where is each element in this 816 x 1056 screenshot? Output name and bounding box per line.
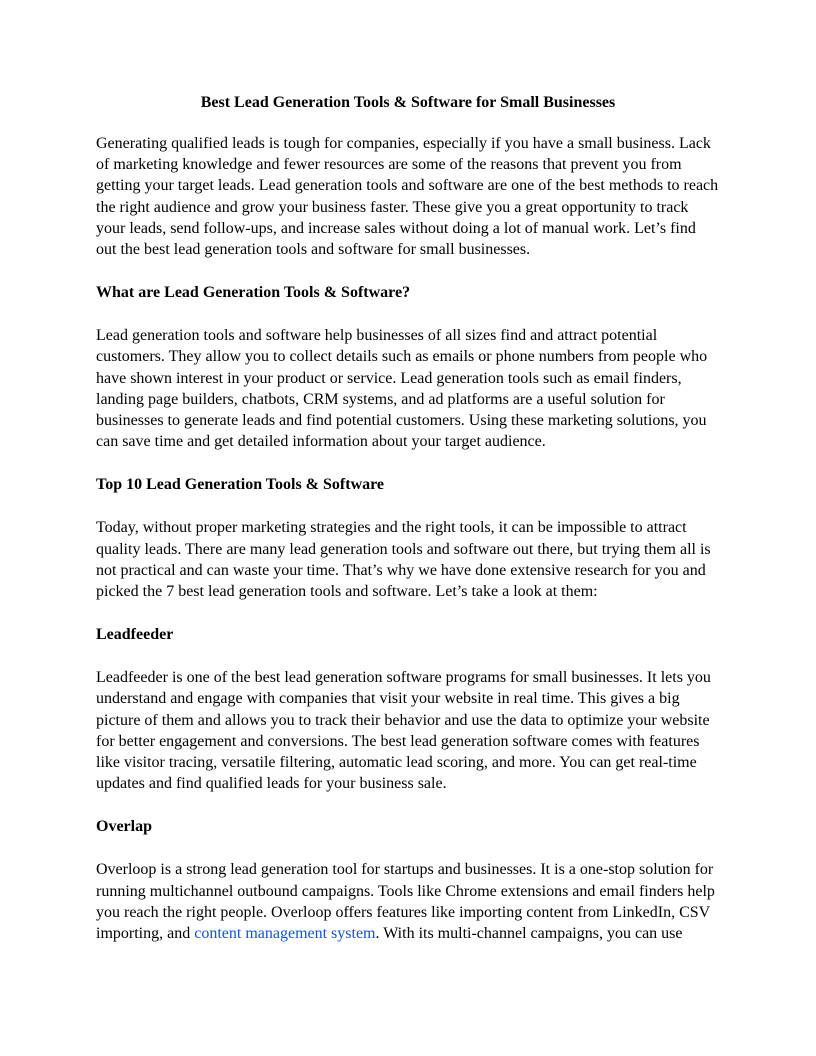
document-title: Best Lead Generation Tools & Software for Small Businesses [200,94,616,111]
section-heading-overlap: Overlap [96,818,152,836]
section-heading-what-are: What are Lead Generation Tools & Software? [96,284,411,302]
section-body-overlap [96,859,720,944]
section-body-leadfeeder: Leadfeeder is one of the best lead generation software programs for small businesses. It lets you understand and engage with companies that visit your website in real time. This gives a big picture of them and allows you to track their behavior and use the data to optimize your website for better engagement and conversions. The best lead generation software comes with features like visitor tracing, versatile filtering, automatic lead scoring, and more. You can get real-time updates and find qualified leads for your business sale. [96,669,711,793]
intro-paragraph: Generating qualified leads is tough for companies, especially if you have a small business. Lack of marketing knowledge and fewer resources are some of the reasons that prevent you from getting your target leads. Lead generation tools and software are one of the best methods to reach the right audience and grow your business faster. These give you a great opportunity to track your leads, send follow-ups, and increase sales without doing a lot of manual work. Let’s find out the best lead generation tools and software for small businesses. [96,135,719,259]
section-heading-top-10: Top 10 Lead Generation Tools & Software [96,476,385,494]
overlap-text-after-link: . With its multi-channel campaigns, you can use [375,925,683,943]
content-management-system-link[interactable]: content management system [194,925,376,943]
overlap-text-before-link: Overloop is a strong lead generation tool for startups and businesses. It is a one-stop solution for running multichannel outbound campaigns. Tools like Chrome extensions and email finders help you reach the right people. Overloop offers features like importing content from LinkedIn, CSV importing, and [96,861,715,943]
section-body-what-are: Lead generation tools and software help businesses of all sizes find and attract potential customers. They allow you to collect details such as emails or phone numbers from people who have shown interest in your product or service. Lead generation tools such as email finders, landing page builders, chatbots, CRM systems, and ad platforms are a useful solution for businesses to generate leads and find potential customers. Using these marketing solutions, you can save time and get detailed information about your target audience. [96,327,708,451]
section-heading-leadfeeder: Leadfeeder [96,626,174,644]
section-body-top-10: Today, without proper marketing strategies and the right tools, it can be impossible to attract quality leads. There are many lead generation tools and software out there, but trying them all is not practical and can waste your time. That’s why we have done extensive research for you and picked the 7 best lead generation tools and software. Let’s take a look at them: [96,519,711,601]
